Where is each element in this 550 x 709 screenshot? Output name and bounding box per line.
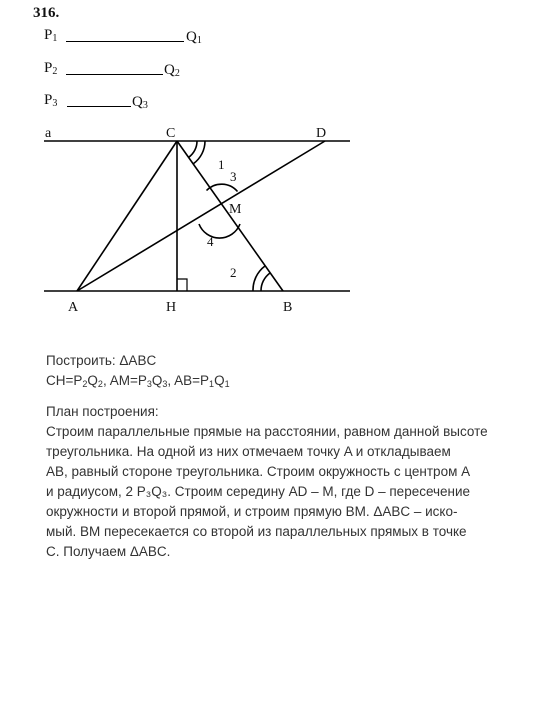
plan-line: Строим параллельные прямые на расстоянии, равном данной высоте bbox=[46, 424, 488, 439]
segment-2-q-sub: 2 bbox=[174, 68, 180, 79]
construct-sub: 3 bbox=[162, 379, 168, 389]
segment-3-q: Q bbox=[132, 94, 143, 110]
construct-part: Q bbox=[214, 373, 225, 388]
construct-line-2 bbox=[46, 371, 230, 394]
segment-1-q-sub: 1 bbox=[196, 35, 202, 46]
right-angle-mark bbox=[177, 279, 187, 291]
segment-3-p-sub: 3 bbox=[52, 98, 58, 109]
segment-ad bbox=[77, 141, 325, 291]
plan-heading: План построения: bbox=[46, 404, 159, 419]
angle-2-arc-inner bbox=[261, 273, 270, 291]
angle-label-3: 3 bbox=[230, 169, 237, 184]
label-a-point: A bbox=[68, 300, 79, 315]
segment-2-p-sub: 2 bbox=[52, 66, 58, 77]
construct-sub: 1 bbox=[224, 379, 230, 389]
plan-line: и радиусом, 2 P₃Q₃. Строим середину AD – M, где D – пересечение bbox=[46, 484, 471, 499]
construct-part: Q bbox=[151, 373, 163, 388]
construct-part: , AB=P bbox=[167, 373, 210, 388]
angle-label-1: 1 bbox=[218, 157, 225, 172]
segment-2-p: P bbox=[44, 60, 53, 76]
angle-label-4: 4 bbox=[207, 234, 214, 249]
label-c: C bbox=[166, 126, 176, 141]
construct-sub: 3 bbox=[146, 379, 152, 389]
problem-number: 316. bbox=[33, 5, 60, 21]
construct-part: CH=P bbox=[46, 373, 83, 388]
angle-label-2: 2 bbox=[230, 265, 237, 280]
construct-sub: 2 bbox=[97, 379, 103, 389]
construction-plan bbox=[46, 402, 496, 562]
segment-1-q: Q bbox=[186, 29, 197, 45]
label-m: M bbox=[229, 202, 242, 217]
angle-1-arc-inner bbox=[189, 141, 197, 157]
segment-1-p: P bbox=[44, 27, 53, 43]
plan-line: мый. BM пересекается со второй из параллельных прямых в точке bbox=[46, 524, 467, 539]
plan-line: окружности и второй прямой, и строим прямую BM. ΔABC – иско- bbox=[46, 504, 458, 519]
label-b: B bbox=[283, 300, 293, 315]
construct-line-1: Построить: ΔABC bbox=[46, 353, 157, 368]
angle-4-arc bbox=[199, 224, 240, 238]
plan-line: треугольника. На одной из них отмечаем точку A и откладываем bbox=[46, 444, 451, 459]
plan-line: AB, равный стороне треугольника. Строим окружность с центром A bbox=[46, 464, 471, 479]
segment-2-q: Q bbox=[164, 62, 175, 78]
side-ac bbox=[77, 141, 177, 291]
label-h: H bbox=[166, 300, 177, 315]
construct-task bbox=[46, 351, 230, 394]
construct-part: Q bbox=[87, 373, 98, 388]
segment-3-q-sub: 3 bbox=[142, 100, 148, 111]
construct-sub: 1 bbox=[209, 379, 215, 389]
construct-sub: 2 bbox=[82, 379, 88, 389]
plan-line: C. Получаем ΔABC. bbox=[46, 544, 171, 559]
angle-2-arc-outer bbox=[253, 266, 265, 291]
segment-3-p: P bbox=[44, 92, 53, 108]
angle-1-arc-outer bbox=[194, 141, 206, 164]
segment-1-p-sub: 1 bbox=[52, 33, 58, 44]
label-a: a bbox=[45, 126, 52, 141]
label-d: D bbox=[316, 126, 327, 141]
construct-part: , AM=P bbox=[102, 373, 147, 388]
